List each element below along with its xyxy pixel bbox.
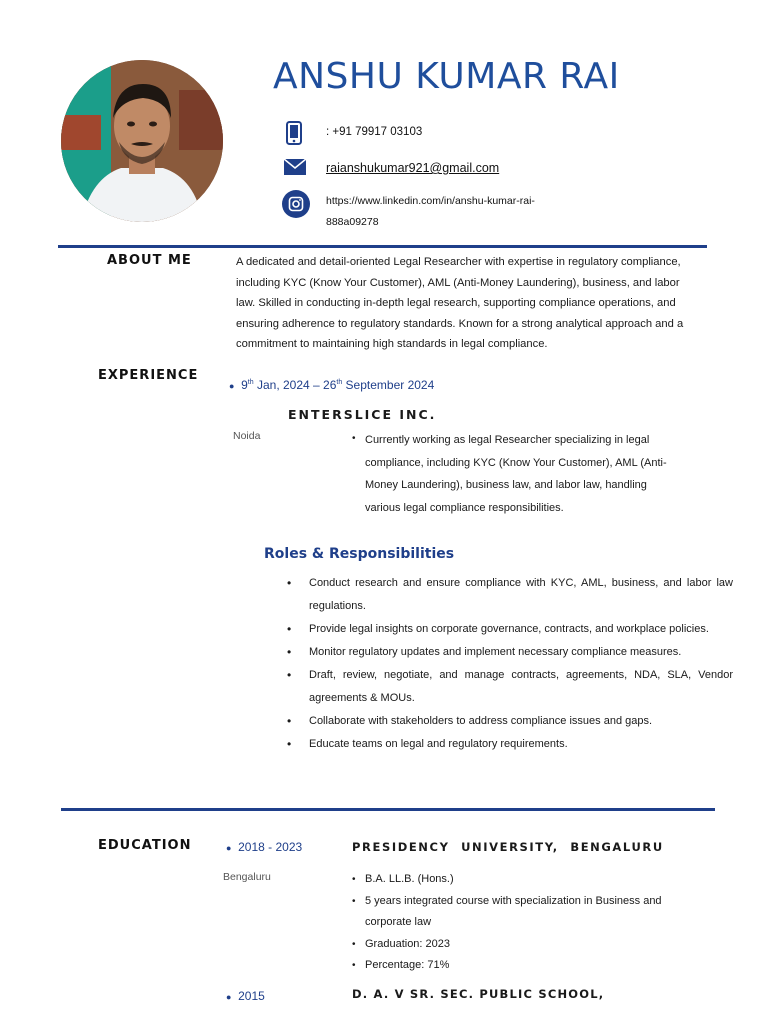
instagram-style-icon[interactable] [282, 190, 310, 218]
education-title: EDUCATION [98, 838, 192, 853]
about-title: ABOUT ME [107, 253, 192, 268]
list-item: • 5 years integrated course with specialization in Business and corporate law [352, 891, 682, 934]
list-item: • Conduct research and ensure compliance with KYC, AML, business, and labor law regulations. [287, 572, 733, 618]
experience-dates: ● 9th Jan, 2024 – 26th September 2024 [229, 378, 435, 392]
education-details [352, 869, 682, 977]
education-institution: PRESIDENCY UNIVERSITY, BENGALURU [352, 840, 664, 854]
bullet-icon: ● [226, 843, 232, 853]
list-item: • Monitor regulatory updates and implement necessary compliance measures. [287, 641, 733, 664]
list-item: • Educate teams on legal and regulatory requirements. [287, 733, 733, 756]
list-item: • Percentage: 71% [352, 955, 682, 977]
resume-name: ANSHU KUMAR RAI [273, 56, 620, 97]
education-location: Bengaluru [223, 871, 271, 883]
email-link[interactable]: raianshukumar921@gmail.com [326, 161, 500, 175]
company-name: ENTERSLICE INC. [288, 407, 437, 422]
bullet-icon: ● [229, 381, 235, 391]
header-divider [58, 245, 707, 248]
linkedin-link[interactable]: https://www.linkedin.com/in/anshu-kumar-rai-888a09278 [326, 195, 535, 228]
experience-location: Noida [233, 430, 261, 442]
education-years: ● 2015 [226, 989, 265, 1003]
experience-description [352, 429, 672, 519]
phone-number: : +91 79917 03103 [326, 126, 423, 138]
list-item: • Currently working as legal Researcher specializing in legal compliance, including KYC (Know Your Customer), AML (Anti-Money Laundering), business law, and labor law, handling various legal compliance responsibilities. [352, 429, 672, 519]
list-item: • Graduation: 2023 [352, 934, 682, 956]
about-text: A dedicated and detail-oriented Legal Researcher with expertise in regulatory compliance, including KYC (Know Your Customer), AML (Anti-Money Laundering), business, and labor law. Skilled in conducting in-depth legal research, supporting compliance operations, and ensuring adherence to regulatory standards. Known for a strong analytical approach and a commitment to maintaining high standards in legal compliance. [236, 256, 684, 351]
experience-title: EXPERIENCE [98, 368, 199, 383]
list-item: • Collaborate with stakeholders to address compliance issues and gaps. [287, 710, 733, 733]
education-institution: D. A. V SR. SEC. PUBLIC SCHOOL, [352, 987, 605, 1001]
profile-photo [61, 60, 223, 222]
bullet-icon: ● [226, 992, 232, 1002]
education-years: ● 2018 - 2023 [226, 840, 303, 854]
list-item: • B.A. LL.B. (Hons.) [352, 869, 682, 891]
list-item: • Draft, review, negotiate, and manage contracts, agreements, NDA, SLA, Vendor agreements & MOUs. [287, 664, 733, 710]
mail-icon [284, 158, 306, 176]
list-item: • Provide legal insights on corporate governance, contracts, and workplace policies. [287, 618, 733, 641]
education-divider [61, 808, 715, 811]
roles-title: Roles & Responsibilities [264, 546, 455, 562]
roles-list [287, 572, 733, 756]
phone-icon [284, 121, 304, 145]
